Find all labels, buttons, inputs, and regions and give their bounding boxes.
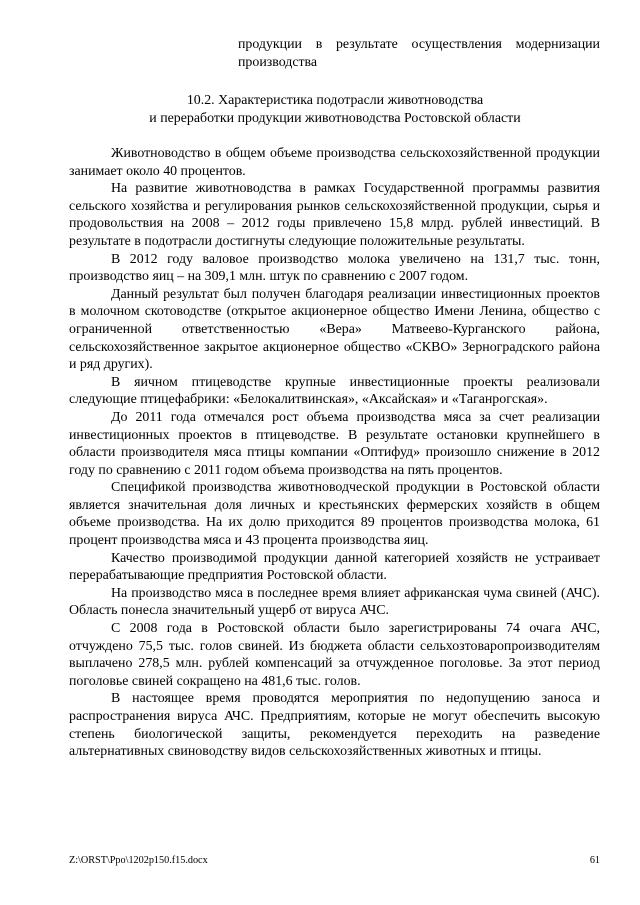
paragraph: Качество производимой продукции данной категорией хозяйств не устраивает перерабатывающие предприятия Ростовской области. [69, 550, 600, 584]
intro-text: продукции в результате осуществления модернизации производства [238, 37, 600, 70]
paragraph: Животноводство в общем объеме производства сельскохозяйственной продукции занимает около 40 процентов. [69, 146, 600, 179]
paragraph: В яичном птицеводстве крупные инвестиционные проекты реализовали следующие птицефабрики: «Белокалитвинская», «Аксайская» и «Таганрогская». [69, 374, 600, 408]
paragraph: На развитие животноводства в рамках Государственной программы развития сельского хозяйства и регулирования рынков сельскохозяйственной продукции, сырья и продовольствия на 2008 – 2012 годы привлечено 15,8 млрд. рублей инвестиций. В результате в подотрасли достигнуты следующие положительные результаты. [69, 181, 600, 249]
body-text [69, 145, 600, 761]
paragraph: В 2012 году валовое производство молока увеличено на 131,7 тыс. тонн, производство яиц – на 309,1 млн. штук по сравнению с 2007 годом. [69, 251, 600, 285]
paragraph: Спецификой производства животноводческой продукции в Ростовской области является значительная доля личных и крестьянских фермерских хозяйств в общем объеме производства. На их долю приходится 89 процентов производства молока, 61 процент производства мяса и 43 процента производства яиц. [69, 480, 600, 549]
page-number: 61 [589, 855, 600, 866]
footer-file-path: Z:\ORST\Ppo\1202p150.f15.docx [69, 855, 208, 866]
section-heading-line-2: и переработки продукции животноводства Ростовской области [149, 110, 521, 126]
paragraph: До 2011 года отмечался рост объема производства мяса за счет реализации инвестиционных проектов в птицеводстве. В результате остановки крупнейшего в области производителя мяса птицы компании «Оптифуд» произошло снижение в 2012 году по сравнению с 2011 годом объема производства на пять процентов. [69, 409, 600, 478]
paragraph: На производство мяса в последнее время влияет африканская чума свиней (АЧС). Область понесла значительный ущерб от вируса АЧС. [69, 585, 600, 619]
page-footer [69, 855, 600, 867]
paragraph: С 2008 года в Ростовской области было зарегистрированы 74 очага АЧС, отчуждено 75,5 тыс. голов свиней. Из бюджета области сельхозтоваропроизводителям выплачено 278,5 млн. рублей компенсаций за отчужденное поголовье. За этот период поголовье свиней сокращено на 481,6 тыс. голов. [69, 621, 600, 689]
section-heading-line-1: 10.2. Характеристика подотрасли животноводства [186, 93, 484, 108]
paragraph: Данный результат был получен благодаря реализации инвестиционных проектов в молочном скотоводстве (открытое акционерное общество Имени Ленина, общество с ограниченной ответственностью «Вера» Матвеево-Курганского района, сельскохозяйственное закрытое акционерное общество «СКВО» Зерноградского района и ряд других). [69, 286, 600, 373]
paragraph: В настоящее время проводятся мероприятия по недопущению заноса и распространения вируса АЧС. Предприятиям, которые не могут обеспечить высокую степень биологической защиты, рекомендуется переходить на разведение альтернативных свиноводству видов сельскохозяйственных животных и птицы. [69, 691, 600, 760]
section-heading [70, 92, 600, 127]
